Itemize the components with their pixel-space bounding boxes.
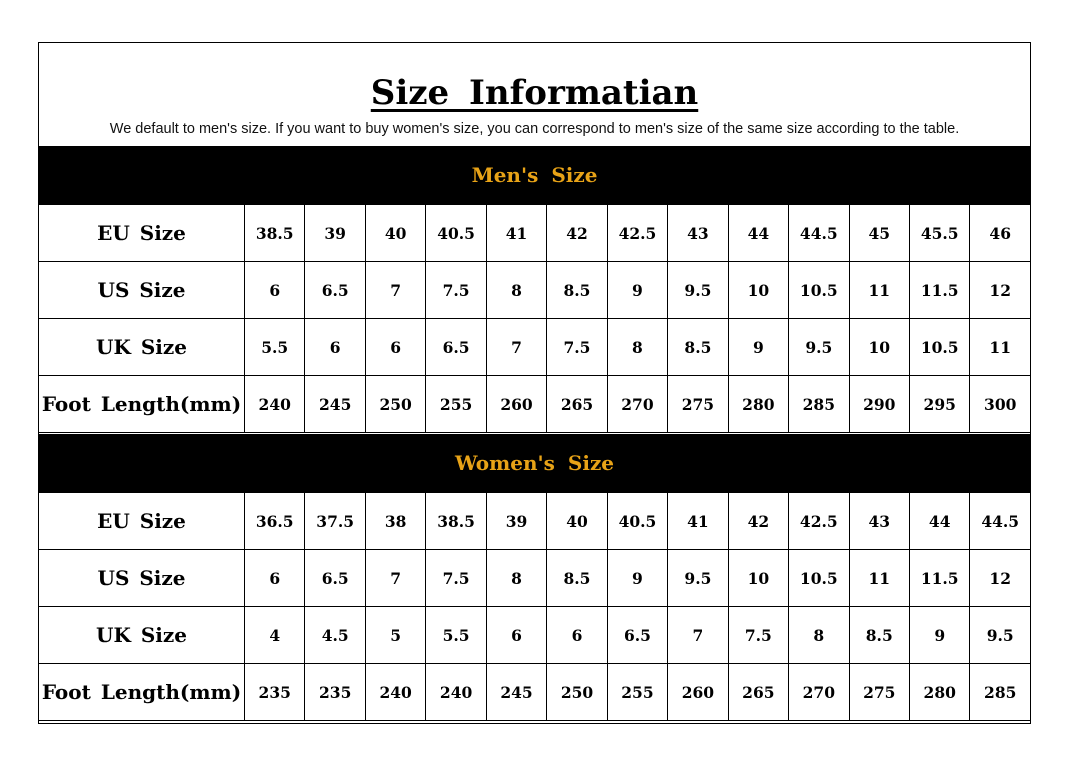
size-cell: 6	[365, 319, 425, 376]
size-cell: 10.5	[909, 319, 969, 376]
row-label: UK Size	[39, 607, 245, 664]
womens-size-table	[38, 492, 1031, 721]
mens-table-row	[39, 319, 1031, 376]
size-cell: 6	[486, 607, 546, 664]
size-cell: 300	[970, 376, 1031, 433]
size-cell: 8	[789, 607, 849, 664]
size-cell: 6.5	[305, 262, 365, 319]
page-subtitle: We default to men's size. If you want to buy women's size, you can correspond to men's size of the same size according to the table.	[109, 121, 960, 137]
row-label: UK Size	[39, 319, 245, 376]
size-cell: 6	[245, 262, 305, 319]
size-cell: 7	[365, 262, 425, 319]
mens-size-heading	[39, 146, 1030, 204]
size-cell: 46	[970, 205, 1031, 262]
size-cell: 7.5	[426, 550, 486, 607]
size-cell: 40.5	[607, 493, 667, 550]
size-cell: 265	[728, 664, 788, 721]
size-cell: 6	[245, 550, 305, 607]
size-cell: 7	[486, 319, 546, 376]
mens-size-heading-label: Men's Size	[471, 163, 598, 187]
size-cell: 11	[849, 262, 909, 319]
size-cell: 11	[849, 550, 909, 607]
size-cell: 10	[728, 550, 788, 607]
size-cell: 6	[547, 607, 607, 664]
size-cell: 9	[607, 550, 667, 607]
size-cell: 11.5	[909, 550, 969, 607]
size-cell: 265	[547, 376, 607, 433]
size-cell: 9	[728, 319, 788, 376]
size-cell: 40.5	[426, 205, 486, 262]
size-cell: 7	[668, 607, 728, 664]
size-cell: 38	[365, 493, 425, 550]
womens-table-row	[39, 550, 1031, 607]
size-cell: 9.5	[668, 550, 728, 607]
womens-table-row	[39, 493, 1031, 550]
size-cell: 250	[365, 376, 425, 433]
size-cell: 7.5	[426, 262, 486, 319]
size-cell: 10.5	[789, 262, 849, 319]
size-cell: 235	[305, 664, 365, 721]
size-cell: 41	[668, 493, 728, 550]
size-cell: 9	[607, 262, 667, 319]
row-label: Foot Length(mm)	[39, 664, 245, 721]
size-cell: 275	[668, 376, 728, 433]
womens-size-heading-label: Women's Size	[454, 451, 615, 475]
size-cell: 5.5	[245, 319, 305, 376]
size-cell: 7.5	[547, 319, 607, 376]
row-label: EU Size	[39, 493, 245, 550]
size-cell: 9	[909, 607, 969, 664]
size-cell: 6.5	[305, 550, 365, 607]
size-cell: 280	[909, 664, 969, 721]
size-cell: 240	[245, 376, 305, 433]
size-cell: 9.5	[789, 319, 849, 376]
size-cell: 10.5	[789, 550, 849, 607]
size-cell: 285	[789, 376, 849, 433]
size-cell: 44	[728, 205, 788, 262]
size-cell: 11	[970, 319, 1031, 376]
size-cell: 42.5	[607, 205, 667, 262]
size-cell: 45	[849, 205, 909, 262]
size-cell: 245	[486, 664, 546, 721]
size-cell: 235	[245, 664, 305, 721]
size-cell: 7	[365, 550, 425, 607]
size-cell: 270	[789, 664, 849, 721]
size-cell: 245	[305, 376, 365, 433]
mens-size-table	[38, 204, 1031, 433]
size-cell: 42	[728, 493, 788, 550]
size-cell: 9.5	[970, 607, 1031, 664]
size-cell: 38.5	[426, 493, 486, 550]
size-chart-frame	[38, 42, 1031, 724]
size-cell: 42	[547, 205, 607, 262]
size-cell: 260	[668, 664, 728, 721]
size-cell: 8	[486, 262, 546, 319]
size-cell: 44.5	[970, 493, 1031, 550]
size-cell: 250	[547, 664, 607, 721]
size-cell: 8.5	[547, 262, 607, 319]
row-label: US Size	[39, 550, 245, 607]
size-cell: 43	[668, 205, 728, 262]
size-cell: 36.5	[245, 493, 305, 550]
size-cell: 44	[909, 493, 969, 550]
row-label: EU Size	[39, 205, 245, 262]
size-cell: 255	[426, 376, 486, 433]
size-cell: 6.5	[426, 319, 486, 376]
size-cell: 8	[607, 319, 667, 376]
size-cell: 275	[849, 664, 909, 721]
size-cell: 290	[849, 376, 909, 433]
size-cell: 45.5	[909, 205, 969, 262]
size-cell: 11.5	[909, 262, 969, 319]
size-cell: 270	[607, 376, 667, 433]
size-cell: 37.5	[305, 493, 365, 550]
mens-table-row	[39, 262, 1031, 319]
size-cell: 8.5	[849, 607, 909, 664]
mens-table-row	[39, 376, 1031, 433]
size-cell: 5	[365, 607, 425, 664]
size-cell: 7.5	[728, 607, 788, 664]
size-cell: 285	[970, 664, 1031, 721]
size-cell: 42.5	[789, 493, 849, 550]
size-cell: 255	[607, 664, 667, 721]
womens-size-heading	[39, 434, 1030, 492]
size-cell: 4.5	[305, 607, 365, 664]
size-cell: 40	[547, 493, 607, 550]
row-label: Foot Length(mm)	[39, 376, 245, 433]
size-cell: 12	[970, 262, 1031, 319]
size-cell: 6	[305, 319, 365, 376]
mens-table-row	[39, 205, 1031, 262]
size-cell: 12	[970, 550, 1031, 607]
size-cell: 8.5	[547, 550, 607, 607]
size-cell: 39	[486, 493, 546, 550]
size-cell: 9.5	[668, 262, 728, 319]
size-cell: 40	[365, 205, 425, 262]
size-cell: 39	[305, 205, 365, 262]
size-cell: 44.5	[789, 205, 849, 262]
size-cell: 38.5	[245, 205, 305, 262]
size-cell: 260	[486, 376, 546, 433]
size-cell: 5.5	[426, 607, 486, 664]
size-cell: 10	[728, 262, 788, 319]
size-cell: 4	[245, 607, 305, 664]
size-cell: 8	[486, 550, 546, 607]
size-cell: 10	[849, 319, 909, 376]
womens-table-row	[39, 607, 1031, 664]
size-cell: 8.5	[668, 319, 728, 376]
womens-table-row	[39, 664, 1031, 721]
size-cell: 295	[909, 376, 969, 433]
size-cell: 43	[849, 493, 909, 550]
page-title: Size Informatian	[370, 73, 699, 113]
size-cell: 240	[365, 664, 425, 721]
size-cell: 280	[728, 376, 788, 433]
size-cell: 41	[486, 205, 546, 262]
row-label: US Size	[39, 262, 245, 319]
size-cell: 240	[426, 664, 486, 721]
size-cell: 6.5	[607, 607, 667, 664]
